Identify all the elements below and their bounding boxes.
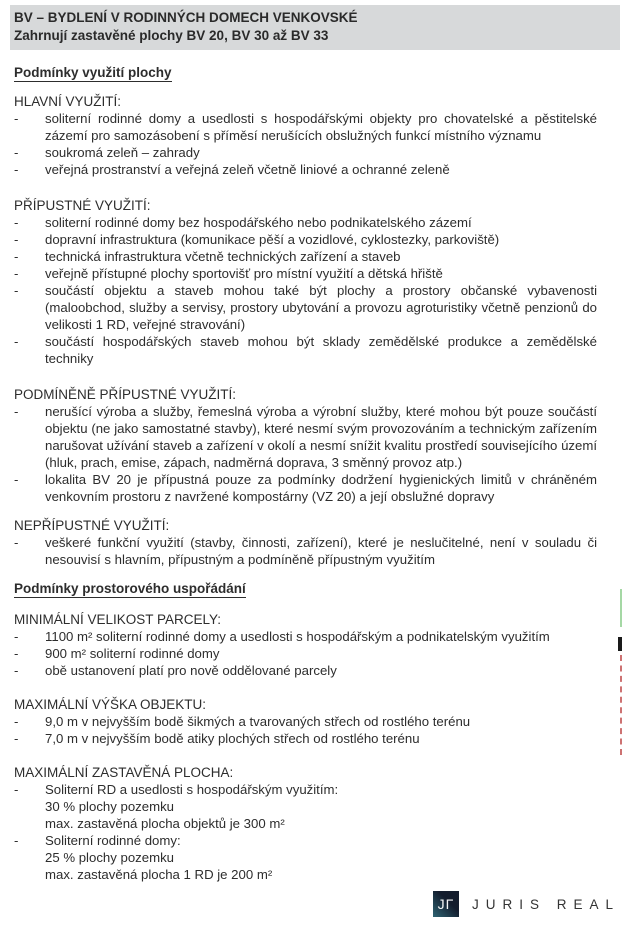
bullet-dash: - [14,472,19,487]
group-heading: PODMÍNĚNĚ PŘÍPUSTNÉ VYUŽITÍ: [14,387,237,402]
usage-group-conditionally-permissible [14,386,597,505]
document-content [0,64,633,883]
bullet-dash: - [14,714,19,729]
bullet-text: dopravní infrastruktura (komunikace pěší a vozidlové, cyklostezky, parkoviště) [45,232,500,247]
usage-group-main [14,93,597,178]
list-item [14,248,597,265]
bullet-text: 900 m² soliterní rodinné domy [45,646,220,661]
list-item [14,403,597,471]
bullet-text: Soliterní RD a usedlosti s hospodářským využitím: [45,782,339,797]
section-title-spatial-arrangement [14,580,597,597]
list-item [14,832,597,883]
bullet-dash: - [14,782,19,797]
rule-group-max-height [14,696,597,747]
list-item [14,628,597,645]
list-item [14,214,597,231]
list-item [14,471,597,505]
scan-mark-green [620,589,622,627]
rule-group-min-parcel-size [14,611,597,679]
section-title-usage-conditions [14,64,597,81]
bullet-subline: 25 % plochy pozemku [45,850,175,865]
list-item [14,110,597,144]
bullet-text: veřejně přístupné plochy sportovišť pro místní využití a dětská hřiště [45,266,443,281]
section-title-text: Podmínky využití plochy [14,65,172,80]
bullet-dash: - [14,266,19,281]
bullet-dash: - [14,833,19,848]
header-band [10,5,620,50]
bullet-text: lokalita BV 20 je přípustná pouze za podmínky dodržení hygienických limitů v chráněném venkovním prostoru z navržené kompostárny (VZ 20) a její obslužné dopravy [45,472,597,504]
list-item [14,662,597,679]
group-heading: PŘÍPUSTNÉ VYUŽITÍ: [14,198,151,213]
list-item [14,534,597,568]
list-item [14,713,597,730]
bullet-dash: - [14,162,19,177]
header-title-line2: Zahrnují zastavěné plochy BV 20, BV 30 až BV 33 [14,28,329,43]
bullet-text: technická infrastruktura včetně technických zařízení a staveb [45,249,401,264]
bullet-dash: - [14,731,19,746]
bullet-dash: - [14,535,19,550]
group-heading: MINIMÁLNÍ VELIKOST PARCELY: [14,612,222,627]
bullet-dash: - [14,283,19,298]
group-heading: NEPŘÍPUSTNÉ VYUŽITÍ: [14,518,170,533]
usage-group-permissible [14,197,597,367]
scan-mark-red-dashed [620,655,622,755]
list-item [14,781,597,832]
list-item [14,282,597,333]
bullet-text: součástí hospodářských staveb mohou být sklady zemědělské produkce a zemědělské techniky [45,334,597,366]
bullet-dash: - [14,232,19,247]
bullet-dash: - [14,334,19,349]
list-item [14,645,597,662]
list-item [14,730,597,747]
document-page [0,5,633,931]
bullet-subline: max. zastavěná plocha 1 RD je 200 m² [45,867,273,882]
bullet-text: 7,0 m v nejvyšším bodě atiky plochých střech od rostlého terénu [45,731,420,746]
scan-mark-black [618,637,622,651]
bullet-text: veřejná prostranství a veřejná zeleň včetně liniové a ochranné zeleně [45,162,450,177]
logo-glyph-j: J [437,896,446,912]
group-heading: MAXIMÁLNÍ VÝŠKA OBJEKTU: [14,697,207,712]
header-title-line1: BV – BYDLENÍ V RODINNÝCH DOMECH VENKOVSKÉ [14,10,358,25]
bullet-dash: - [14,215,19,230]
section-title-text: Podmínky prostorového uspořádání [14,581,246,596]
bullet-dash: - [14,663,19,678]
bullet-text: Soliterní rodinné domy: [45,833,181,848]
bullet-text: soliterní rodinné domy bez hospodářského nebo podnikatelského zázemí [45,215,472,230]
group-heading: HLAVNÍ VYUŽITÍ: [14,94,122,109]
list-item [14,144,597,161]
rule-group-max-built-area [14,764,597,883]
bullet-text-block [45,781,597,832]
bullet-text: 1100 m² soliterní rodinné domy a usedlosti s hospodářským a podnikatelským využitím [45,629,550,644]
list-item [14,161,597,178]
usage-group-impermissible [14,517,597,568]
bullet-subline: 30 % plochy pozemku [45,799,175,814]
list-item [14,231,597,248]
bullet-subline: max. zastavěná plocha objektů je 300 m² [45,816,285,831]
bullet-dash: - [14,404,19,419]
list-item [14,265,597,282]
bullet-dash: - [14,145,19,160]
bullet-text: nerušící výroba a služby, řemeslná výroba a výrobní služby, které mohou být pouze součástí objektu (ne jako samostatné stavby), které nesmí svým provozováním a technickým zařízením narušovat užívání staveb a zařízení v okolí a nesmí snížit kvalitu prostředí souvisejícího území (hluk, prach, emise, zápach, nadměrná doprava, 3 směnný provoz atp.) [45,404,597,470]
group-heading: MAXIMÁLNÍ ZASTAVĚNÁ PLOCHA: [14,765,234,780]
bullet-dash: - [14,646,19,661]
bullet-text: soukromá zeleň – zahrady [45,145,200,160]
bullet-text: veškeré funkční využití (stavby, činnosti, zařízení), které je neslučitelné, není v souladu či nesouvisí s hlavním, přípustným a podmíněně přípustným využitím [45,535,597,567]
bullet-text: 9,0 m v nejvyšším bodě šikmých a tvarovaných střech od rostlého terénu [45,714,471,729]
bullet-text: součástí objektu a staveb mohou také být plochy a prostory občanské vybavenosti (maloobchod, služby a servisy, prostory ubytování a provozu agroturistiky včetně penzionů do velikosti 1 RD, veřejné stravování) [45,283,597,332]
bullet-dash: - [14,249,19,264]
bullet-text-block [45,832,597,883]
logo-mark [433,891,459,917]
bullet-dash: - [14,111,19,126]
list-item [14,333,597,367]
juris-real-logo [433,891,620,917]
logo-wordmark: JURIS REAL [471,896,620,912]
bullet-text: obě ustanovení platí pro nově oddělované parcely [45,663,337,678]
bullet-dash: - [14,629,19,644]
logo-glyph-gamma: Γ [445,896,455,912]
bullet-text: soliterní rodinné domy a usedlosti s hospodářskými objekty pro chovatelské a pěstitelské zázemí pro samozásobení s příměsí nerušících obslužných funkcí místního významu [45,111,597,143]
